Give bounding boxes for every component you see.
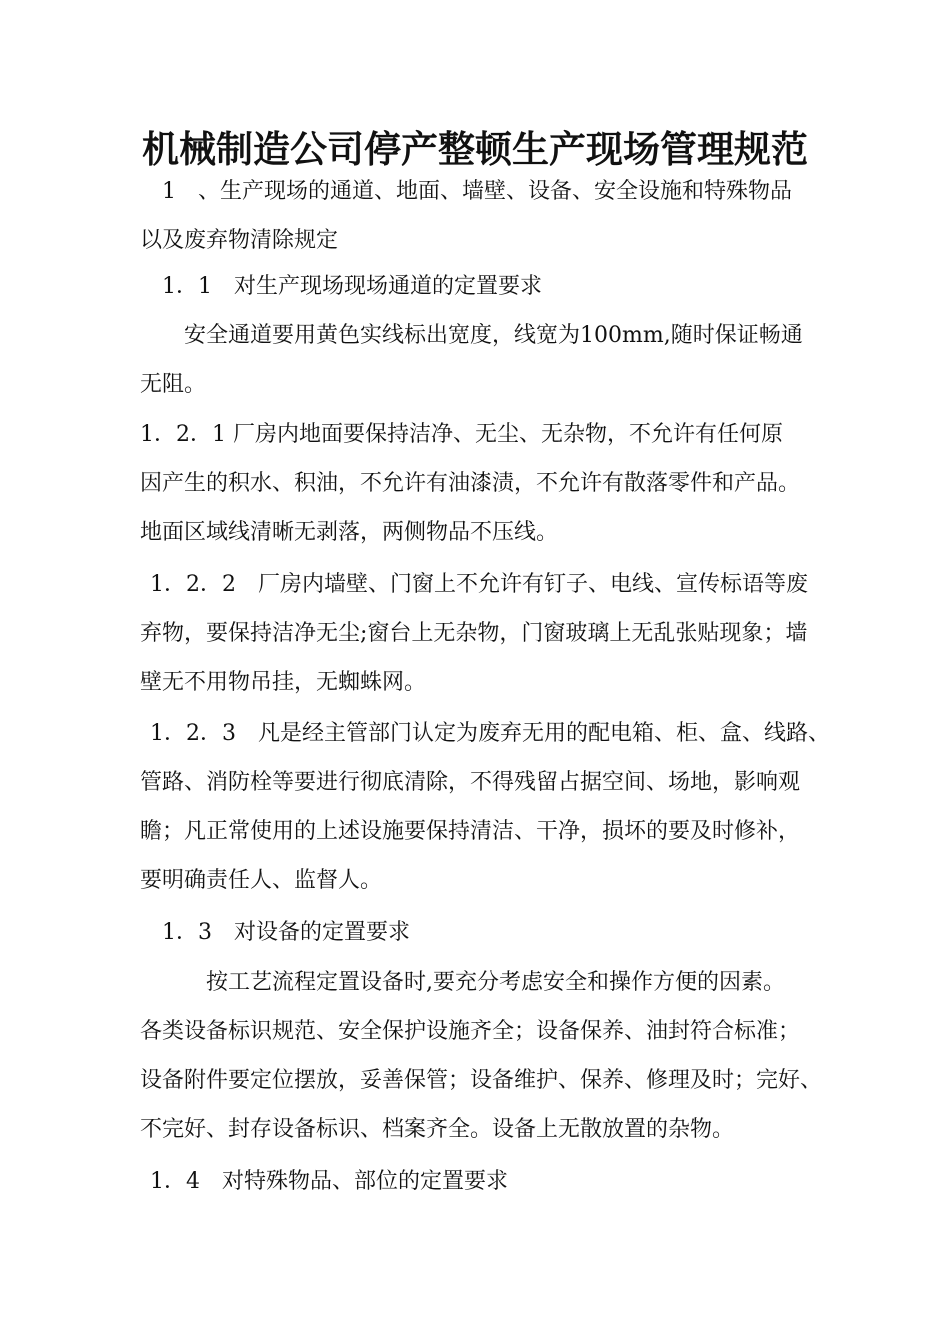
text-line: 管路、消防栓等要进行彻底清除，不得残留占据空间、场地，影响观	[140, 770, 801, 795]
section-heading-1-4	[150, 1157, 830, 1206]
text-line: 1 、生产现场的通道、地面、墙壁、设备、安全设施和特殊物品	[140, 179, 792, 204]
text-line: 1．1 对生产现场现场通道的定置要求	[140, 274, 542, 299]
text-line: 按工艺流程定置设备时,要充分考虑安全和操作方便的因素。	[140, 970, 785, 995]
text-line: 无阻。	[140, 372, 207, 397]
text-line: 1．3 对设备的定置要求	[140, 920, 410, 945]
section-heading-1-1	[140, 262, 820, 311]
paragraph-1-2-3	[140, 709, 830, 905]
text-line: 1．4 对特殊物品、部位的定置要求	[150, 1169, 508, 1194]
paragraph-1-3-body	[140, 958, 823, 1154]
text-line: 瞻；凡正常使用的上述设施要保持清洁、干净，损坏的要及时修补，	[140, 819, 801, 844]
text-line: 壁无不用物吊挂，无蜘蛛网。	[140, 670, 427, 695]
text-line: 各类设备标识规范、安全保护设施齐全；设备保养、油封符合标准；	[140, 1019, 801, 1044]
document-title: 机械制造公司停产整顿生产现场管理规范	[142, 126, 808, 171]
paragraph-1-2-2	[140, 560, 830, 707]
paragraph-1	[140, 167, 820, 265]
text-line: 弃物，要保持洁净无尘;窗台上无杂物，门窗玻璃上无乱张贴现象；墙	[140, 621, 808, 646]
text-line: 不完好、封存设备标识、档案齐全。设备上无散放置的杂物。	[140, 1117, 735, 1142]
text-line: 1．2．1 厂房内地面要保持洁净、无尘、无杂物，不允许有任何原	[140, 422, 783, 447]
text-line: 1．2．3 凡是经主管部门认定为废弃无用的配电箱、柜、盒、线路、	[150, 721, 830, 746]
text-line: 以及废弃物清除规定	[140, 228, 339, 253]
text-line: 地面区域线清晰无剥落，两侧物品不压线。	[140, 520, 559, 545]
text-line: 设备附件要定位摆放，妥善保管；设备维护、保养、修理及时；完好、	[140, 1068, 823, 1093]
paragraph-1-2-1	[140, 410, 820, 557]
section-heading-1-3	[140, 908, 820, 957]
text-line: 安全通道要用黄色实线标出宽度，线宽为100mm,随时保证畅通	[140, 323, 803, 348]
text-line: 要明确责任人、监督人。	[140, 868, 383, 893]
text-line: 1．2．2 厂房内墙壁、门窗上不允许有钉子、电线、宣传标语等废	[150, 572, 808, 597]
paragraph-1-1-body	[140, 311, 820, 409]
text-line: 因产生的积水、积油，不允许有油漆渍，不允许有散落零件和产品。	[140, 471, 801, 496]
